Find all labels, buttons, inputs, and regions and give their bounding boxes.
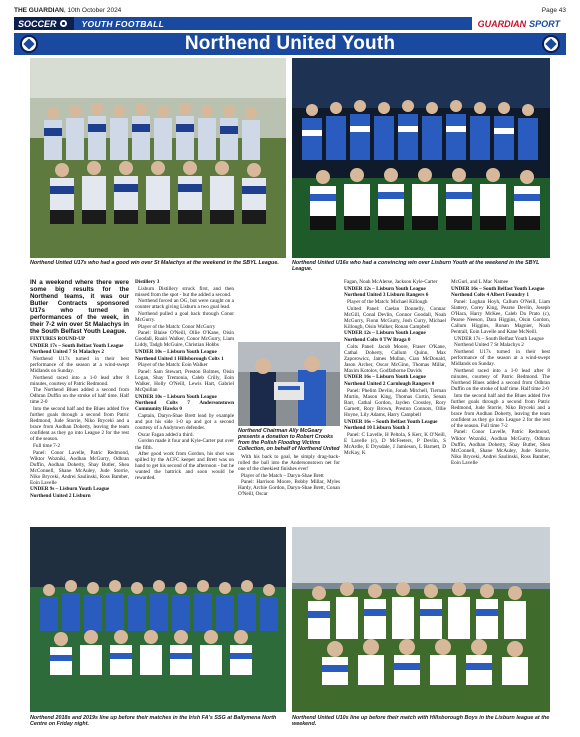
- article-lead: IN a weekend where there were some big results for the Northend teams, it was our Butler Contracts sponsored U17s who turned in performances of the week, in their 7-2 win over St Malachys in the South Belfast Youth League.: [30, 279, 129, 335]
- masthead: [14, 4, 566, 16]
- article-subhead: UNDER 16s – South Belfast Youth League: [451, 285, 545, 292]
- article-subhead: Northend Colts 7 Andersonstown Community Hawks 0: [135, 400, 234, 413]
- article-paragraph: Oscar Fagan added a third.: [138, 431, 194, 438]
- article-column-1: [30, 279, 129, 523]
- photo-u10-team: [292, 527, 550, 712]
- article-subhead: Northend 10 Lisburn Youth 3: [344, 425, 410, 432]
- brand-guardian: GUARDIAN: [477, 18, 527, 29]
- article-paragraph: Panel: Conor Lavelle, Patric Redmond, Wiktor Wozniki, Aodhan McGurry, Odhran Duffin, Aodhan Doherty, Shay Butler, Shea McConnell, Shane McAuley, Jude Storrie, Niko Bryceki, Andrei Saulinski, Ross Bamber, Eoin Lavelle: [30, 449, 129, 486]
- article-paragraph: Northend U17s turned in their best performance of the season at a wind-swept Midlands on Sunday.: [30, 355, 129, 375]
- article-paragraph: Northend United 7 St Malachys 2: [454, 342, 524, 349]
- article-paragraph: Panel: Blaise O'Neill, Ollie O'Kane, Oisin Goodall, Ruairi Walker, Conor McGurry, Liam Liddy, Tadgh McGuire, Christian Hobbs: [135, 330, 234, 349]
- article-paragraph: Northend raced into a 1-0 lead after 8 minutes, courtesy of Patric Redmond. The Northend Blues added a second from Odhran Duffin on the stroke of half time. Half time 2-0: [451, 367, 550, 392]
- article-paragraph: Fagan, Noah McAlerse, Jackson Kyle-Carter: [344, 279, 438, 285]
- section-bar: [14, 17, 566, 30]
- article-paragraph: Lisburn Distillery struck first, and then missed from the spot - but the added a second.: [135, 285, 234, 298]
- article-paragraph: The Northend Blues added a second from Odhran Duffin on the stroke of half time. Half time 2-0: [30, 387, 129, 406]
- football-icon: [59, 19, 68, 28]
- article-subhead: FIXTURES ROUND-UP: [30, 336, 86, 342]
- article-paragraph: Panel: Loghan Hoyh, Callum O'Neill, Liam Slattery, Corey King, Pearse Devlin, Joseph O'Hara, Harry McKee, Caleb Da Prato (c), Pearse Neeson, Dara Higgins, Oisin Gordon, Callum Higgins, Ronan Magnier, Noah Pentrall, Eoin Lavelle and Kane McNeill.: [451, 298, 550, 336]
- photo-caption-u17: Northend United U17s who had a good win over St Malachys at the weekend in the SBYL League.: [30, 260, 279, 266]
- club-crest-icon: [20, 35, 38, 53]
- article-paragraph: With his back to goal, he simply drag-back-rolled the ball into the Andersonstown net for one of the cheekiest finishes ever!: [238, 454, 340, 473]
- soccer-label: SOCCER: [18, 18, 57, 29]
- issue-date: , 10th October 2024: [63, 6, 122, 14]
- article-column-3: [344, 279, 446, 523]
- article-paragraph: Player of the Match – Daryn-Shae Brett: [241, 472, 324, 479]
- photo-u16-team: [292, 58, 550, 258]
- article-subhead: UNDER 9s – Lisburn Youth League: [30, 486, 110, 493]
- masthead-date-line: [14, 7, 121, 14]
- article-paragraph: Northend pulled a goal back through Conor McGurry.: [135, 311, 234, 324]
- page-number: Page 43: [541, 6, 566, 14]
- article-paragraph: Full time 7-2: [33, 442, 61, 449]
- photo-u17-team: [30, 58, 286, 258]
- photo-caption-donation: Northend Chairman Ally McGeary presents a donation to Robert Crooks from the Polish Flooding Victims Collection, on behalf of Northend United: [238, 428, 340, 453]
- article-column-2-continued: [238, 454, 340, 523]
- article-paragraph: Northend raced into a 1-0 lead after 8 minutes, courtesy of Patric Redmond.: [30, 374, 129, 387]
- photo-2018-2019-teams: [30, 527, 286, 712]
- article-paragraph: After good work from Gordon, his shot was spilled by the ACFC keeper and Brett was on hand to get his second of the afternoon - but he wanted the hattrick and soon would be rewarded.: [135, 451, 234, 482]
- article-paragraph: Gordon made it four and Kyle-Carter put over the fifth.: [135, 438, 234, 451]
- article-column-2: [135, 279, 234, 523]
- article-subhead: UNDER 17s – South Belfast Youth League: [30, 342, 124, 349]
- article-subhead: Northend Colts 4 Albert Foundry 1: [451, 292, 529, 299]
- article-paragraph: Northend forced an OG, but were caught on a counter attack giving Lisburn a two goal lead.: [135, 298, 234, 311]
- article-subhead: Distillery 3: [135, 279, 160, 285]
- article-subhead: Northend United 2 Lisburn: [30, 493, 91, 500]
- article-subhead: UNDER 10s – Lisburn Youth League: [135, 393, 217, 400]
- article-paragraph: Northend U17s turned in their best performance of the season at a wind-swept Midlands on Sunday.: [451, 349, 550, 368]
- article-subhead: Northend United 2 Carnlough Rangers 0: [344, 381, 435, 388]
- article-paragraph: Player of the Match: Eoin Walker: [138, 362, 208, 369]
- photo-caption-u16: Northend United U16s who had a convincing win over Lisburn Youth at the weekend in the SBYL League.: [292, 260, 540, 273]
- article-subhead: Northend Colts 0 TW Braga 0: [344, 336, 411, 343]
- article-subhead: UNDER 16s – Lisburn Youth League: [344, 374, 426, 381]
- article-paragraph: Colts Panel: Jacob Moore, Fraser O'Kane, Cathal Doherty, Callum Quinn, Max Zaporowicz, James Mullan, Cian McDonald, Jason Archer, Oscar McGinn, Thomas Millar, Maxim Kotolov, Godfathorne Davids: [344, 343, 446, 374]
- article-subhead: Northend United 1 Hillsborough Colts 1: [135, 355, 224, 362]
- article-paragraph: McGurl, and L Mac Namee: [451, 279, 509, 285]
- article-paragraph: Panel: C Lavelle, H Peltola, S Kerr, K O'Neill, E Lavelle (c), D McFeeters, P Devlin, S McArdle, E Drysdale, J Jamieson, L Barnett, D McKay, K: [344, 431, 446, 456]
- article-subhead: UNDER 10s – Lisburn Youth League: [135, 349, 217, 356]
- photo-caption-u10: Northend United U10s line up before their match with Hillsborough Boys in the Lisburn league at the weekend.: [292, 715, 550, 728]
- article-subhead: UNDER 12s – Lisburn Youth League: [344, 285, 426, 292]
- photo-donation: [238, 342, 340, 426]
- article-paragraph: United Panel: Caelan Donnelly, Connac McGill, Conal Devlin, Connor Goodall, Noah McGurry, Fionn McGurry, Josh Curry, Michael Killough, Oisin Walker, Ronan Campbell: [344, 305, 446, 330]
- article-paragraph: Panel: Conor Lavelle, Patric Redmond, Wiktor Wozniki, Aodhan McGurry, Odhran Duffin, Aodhan Doherty, Shay Butler, Shea McConnell, Shane McAuley, Jude Storrie, Niko Bryceki, Andrei Saulinski, Ross Bamber, Eoin Lavelle: [451, 429, 550, 466]
- photo-caption-2018-2019: Northend 2018s and 2019s line up before their matches in the Irish FA's SSG at Ballymena North Centre on Friday night.: [30, 715, 277, 728]
- article-subhead: Northend United 7 St Malachys 2: [30, 349, 104, 356]
- page-headline: Northend United Youth: [184, 33, 396, 54]
- article-paragraph: Panel: Sam Stewart, Preston Bolmes, Oisin Logan, Shay Tremonia, Caleb Crilly, Eoin Walker, Holly O'Neill, Lewis Hart, Gabriel McQuillan: [135, 369, 234, 394]
- soccer-tag: [14, 17, 74, 30]
- article-paragraph: Panel: Phelim Devlin, Jonah Mitchell, Tiernan Murtin, Mason King, Thomas Curtin, Senan Barr, Cathal Gordon, Jayden Crossley, Rory Garnett, Rory Brown, Preston Connors, Ollie Hoyne, Lily Adams, Harry Campbell: [344, 387, 446, 418]
- guardian-sport-logo: [472, 17, 566, 30]
- article-subhead: UNDER 12s – Lisburn Youth League: [344, 330, 426, 337]
- article-paragraph: Captain, Daryn-Shae Brett lead by example and put his side 1-0 up and got a second courtesy of a Andytown defender.: [135, 413, 234, 432]
- article-paragraph: Player of the Match: Conor McGurry: [138, 323, 216, 330]
- article-paragraph: Panel: Harrison Moore, Bobby Millar, Myles Hardy, Archie Gordon, Daryn-Shae Brett, Conan O'Neill, Oscar: [238, 479, 340, 498]
- article-subhead: UNDER 16s – South Belfast Youth League: [344, 418, 438, 425]
- article-column-4: [451, 279, 550, 523]
- article-paragraph: UNDER 17s – South Belfast Youth League: [454, 335, 544, 342]
- headline-bar: [14, 33, 566, 55]
- article-subhead: Northend United 3 Lisburn Rangers 6: [344, 292, 429, 299]
- section-title: YOUTH FOOTBALL: [81, 18, 165, 29]
- brand-sport: SPORT: [529, 18, 560, 29]
- article-paragraph: Player of the Match: Michael Killough: [347, 298, 428, 305]
- article-paragraph: Into the second half and the Blues added five further goals through a second from Patric Redmond, Jude Storrie, Niko Bryceki and a brace from Aodhan Doherty, leaving the team confident as they go into League 2 for the rest of the season.: [30, 406, 129, 443]
- paper-name: THE GUARDIAN: [14, 6, 64, 14]
- article-paragraph: Into the second half and the Blues added five further goals through a second from Patric Redmond, Jude Storrie, Niko Bryceki and a brace from Aodhan Doherty, leaving the team confident as they go into League 2 for the rest of the season. Full time 7-2: [451, 392, 550, 429]
- club-crest-icon: [542, 35, 560, 53]
